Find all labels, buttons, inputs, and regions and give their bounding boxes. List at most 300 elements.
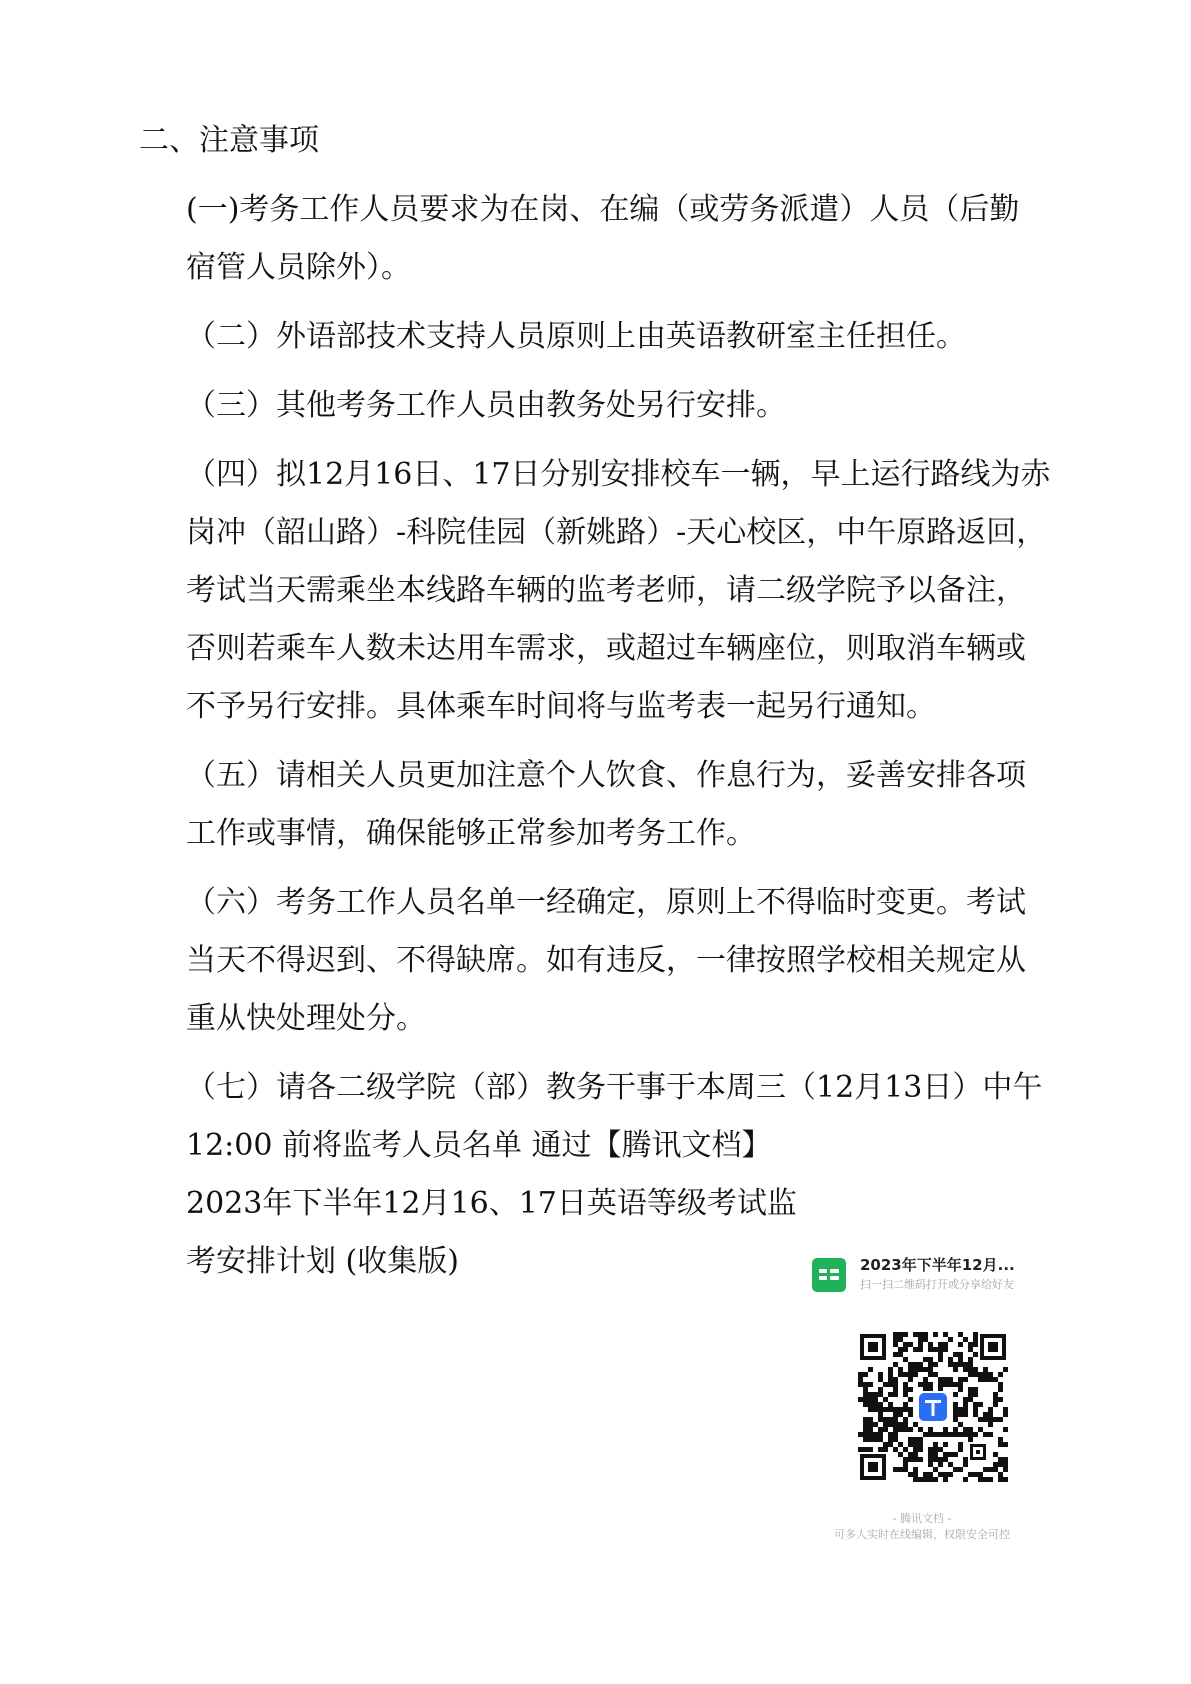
share-card-brand: - 腾讯文档 -: [892, 1512, 952, 1525]
qr-module: [918, 1437, 923, 1442]
qr-module: [868, 1407, 873, 1412]
qr-module: [968, 1397, 973, 1402]
qr-module: [928, 1447, 933, 1452]
qr-module: [873, 1392, 878, 1397]
qr-module: [973, 1407, 978, 1412]
qr-module: [913, 1332, 918, 1337]
qr-module: [928, 1457, 933, 1462]
qr-module: [998, 1462, 1003, 1467]
qr-module: [868, 1422, 873, 1427]
qr-module: [953, 1402, 958, 1407]
qr-module: [938, 1347, 943, 1352]
qr-module: [878, 1412, 883, 1417]
qr-module: [938, 1472, 943, 1477]
qr-module: [958, 1352, 963, 1357]
paragraph-line: 工作或事情，确保能够正常参加考务工作。: [186, 816, 756, 851]
qr-module: [943, 1377, 948, 1382]
paragraph-line: 重从快处理处分。: [186, 1001, 426, 1036]
qr-module: [918, 1342, 923, 1347]
qr-module: [868, 1367, 873, 1372]
qr-module: [993, 1462, 998, 1467]
qr-module: [968, 1472, 973, 1477]
qr-module: [963, 1432, 968, 1437]
qr-finder-top-right: [980, 1334, 1006, 1360]
qr-module: [958, 1387, 963, 1392]
qr-module: [913, 1437, 918, 1442]
qr-module: [863, 1372, 868, 1377]
qr-module: [983, 1417, 988, 1422]
paragraph-line: 考安排计划 (收集版): [186, 1244, 459, 1279]
qr-module: [863, 1422, 868, 1427]
qr-module: [958, 1467, 963, 1472]
qr-module: [888, 1377, 893, 1382]
qr-module: [958, 1342, 963, 1347]
qr-module: [898, 1412, 903, 1417]
qr-module: [993, 1467, 998, 1472]
qr-module: [878, 1377, 883, 1382]
qr-module: [923, 1357, 928, 1362]
qr-module: [978, 1377, 983, 1382]
qr-module: [953, 1412, 958, 1417]
qr-module: [953, 1362, 958, 1367]
qr-module: [903, 1402, 908, 1407]
qr-module: [913, 1452, 918, 1457]
qr-module: [963, 1362, 968, 1367]
qr-module: [908, 1472, 913, 1477]
qr-module: [893, 1422, 898, 1427]
qr-module: [893, 1467, 898, 1472]
qr-module: [898, 1337, 903, 1342]
qr-module: [908, 1387, 913, 1392]
qr-module: [903, 1392, 908, 1397]
qr-module: [883, 1417, 888, 1422]
qr-module: [908, 1442, 913, 1447]
qr-module: [933, 1467, 938, 1472]
qr-module: [863, 1437, 868, 1442]
qr-module: [913, 1457, 918, 1462]
qr-module: [988, 1407, 993, 1412]
qr-module: [878, 1417, 883, 1422]
qr-module: [968, 1367, 973, 1372]
qr-code[interactable]: [858, 1332, 1008, 1482]
qr-module: [913, 1447, 918, 1452]
qr-module: [888, 1442, 893, 1447]
qr-module: [963, 1477, 968, 1482]
qr-module: [918, 1477, 923, 1482]
qr-module: [973, 1402, 978, 1407]
qr-module: [893, 1342, 898, 1347]
qr-module: [923, 1377, 928, 1382]
qr-module: [933, 1477, 938, 1482]
qr-module: [893, 1337, 898, 1342]
qr-module: [918, 1367, 923, 1372]
qr-module: [893, 1432, 898, 1437]
qr-module: [878, 1407, 883, 1412]
tencent-docs-sheet-icon: [812, 1258, 846, 1292]
qr-module: [938, 1457, 943, 1462]
qr-module: [898, 1422, 903, 1427]
qr-module: [913, 1372, 918, 1377]
qr-module: [958, 1432, 963, 1437]
qr-module: [968, 1387, 973, 1392]
qr-module: [988, 1412, 993, 1417]
qr-module: [928, 1362, 933, 1367]
qr-module: [978, 1477, 983, 1482]
qr-module: [1003, 1442, 1008, 1447]
qr-module: [953, 1367, 958, 1372]
qr-module: [928, 1452, 933, 1457]
qr-module: [998, 1457, 1003, 1462]
qr-module: [883, 1422, 888, 1427]
qr-module: [928, 1382, 933, 1387]
qr-module: [928, 1372, 933, 1377]
qr-module: [1003, 1467, 1008, 1472]
qr-finder-top-left: [860, 1334, 886, 1360]
qr-module: [908, 1367, 913, 1372]
paragraph-line: 12:00 前将监考人员名单 通过【腾讯文档】: [186, 1128, 772, 1163]
qr-module: [978, 1417, 983, 1422]
qr-module: [943, 1472, 948, 1477]
qr-module: [928, 1357, 933, 1362]
qr-module: [958, 1362, 963, 1367]
qr-module: [923, 1472, 928, 1477]
qr-module: [883, 1382, 888, 1387]
qr-module: [968, 1392, 973, 1397]
qr-module: [968, 1357, 973, 1362]
qr-module: [953, 1382, 958, 1387]
qr-module: [968, 1342, 973, 1347]
paragraph-line: (一)考务工作人员要求为在岗、在编（或劳务派遣）人员（后勤: [186, 192, 1020, 227]
qr-module: [898, 1352, 903, 1357]
paragraph-line: （五）请相关人员更加注意个人饮食、作息行为，妥善安排各项: [186, 758, 1026, 793]
qr-module: [868, 1417, 873, 1422]
qr-module: [898, 1442, 903, 1447]
qr-module: [928, 1462, 933, 1467]
qr-module: [988, 1377, 993, 1382]
qr-module: [888, 1402, 893, 1407]
paragraph-line: （六）考务工作人员名单一经确定，原则上不得临时变更。考试: [186, 885, 1026, 920]
qr-module: [968, 1347, 973, 1352]
qr-alignment: [970, 1444, 986, 1460]
qr-module: [893, 1427, 898, 1432]
qr-module: [863, 1447, 868, 1452]
qr-module: [873, 1422, 878, 1427]
qr-module: [973, 1392, 978, 1397]
qr-module: [933, 1457, 938, 1462]
qr-module: [908, 1342, 913, 1347]
qr-module: [973, 1372, 978, 1377]
qr-module: [948, 1472, 953, 1477]
tencent-docs-share-card[interactable]: [812, 1252, 1032, 1542]
qr-module: [863, 1402, 868, 1407]
qr-module: [893, 1392, 898, 1397]
qr-module: [918, 1332, 923, 1337]
qr-module: [913, 1367, 918, 1372]
qr-module: [903, 1427, 908, 1432]
paragraph-line: （三）其他考务工作人员由教务处另行安排。: [186, 388, 786, 423]
qr-module: [873, 1437, 878, 1442]
qr-module: [933, 1347, 938, 1352]
qr-module: [958, 1407, 963, 1412]
qr-module: [943, 1347, 948, 1352]
qr-module: [998, 1382, 1003, 1387]
qr-module: [983, 1412, 988, 1417]
qr-module: [893, 1382, 898, 1387]
qr-module: [893, 1377, 898, 1382]
qr-module: [863, 1392, 868, 1397]
qr-module: [948, 1337, 953, 1342]
qr-module: [943, 1442, 948, 1447]
qr-module: [938, 1432, 943, 1437]
qr-module: [968, 1432, 973, 1437]
qr-module: [898, 1452, 903, 1457]
qr-module: [948, 1462, 953, 1467]
qr-module: [933, 1332, 938, 1337]
qr-module: [888, 1372, 893, 1377]
qr-module: [1003, 1367, 1008, 1372]
qr-module: [933, 1372, 938, 1377]
qr-module: [863, 1417, 868, 1422]
qr-module: [963, 1367, 968, 1372]
qr-module: [943, 1477, 948, 1482]
qr-module: [953, 1427, 958, 1432]
qr-module: [973, 1432, 978, 1437]
qr-module: [973, 1412, 978, 1417]
qr-module: [1003, 1427, 1008, 1432]
qr-module: [963, 1407, 968, 1412]
qr-module: [963, 1377, 968, 1382]
qr-module: [968, 1427, 973, 1432]
qr-module: [898, 1372, 903, 1377]
qr-module: [948, 1377, 953, 1382]
qr-module: [953, 1432, 958, 1437]
qr-module: [998, 1442, 1003, 1447]
qr-module: [903, 1347, 908, 1352]
qr-module: [868, 1437, 873, 1442]
qr-module: [893, 1417, 898, 1422]
qr-module: [1003, 1477, 1008, 1482]
qr-module: [963, 1427, 968, 1432]
qr-module: [903, 1417, 908, 1422]
qr-module: [898, 1332, 903, 1337]
qr-module: [888, 1407, 893, 1412]
qr-module: [893, 1412, 898, 1417]
qr-module: [973, 1472, 978, 1477]
qr-module: [893, 1352, 898, 1357]
qr-module: [958, 1332, 963, 1337]
qr-module: [973, 1387, 978, 1392]
qr-module: [908, 1452, 913, 1457]
qr-module: [978, 1402, 983, 1407]
qr-module: [903, 1387, 908, 1392]
qr-module: [888, 1437, 893, 1442]
qr-module: [943, 1427, 948, 1432]
qr-module: [938, 1342, 943, 1347]
qr-module: [918, 1347, 923, 1352]
qr-module: [1003, 1462, 1008, 1467]
qr-module: [913, 1422, 918, 1427]
share-card-title: 2023年下半年12月...: [860, 1256, 1015, 1274]
qr-module: [963, 1462, 968, 1467]
qr-module: [918, 1427, 923, 1432]
qr-module: [858, 1397, 863, 1402]
qr-module: [918, 1337, 923, 1342]
qr-module: [868, 1392, 873, 1397]
qr-module: [868, 1427, 873, 1432]
qr-module: [928, 1347, 933, 1352]
paragraph-line: 否则若乘车人数未达用车需求，或超过车辆座位，则取消车辆或: [186, 631, 1026, 666]
qr-module: [958, 1442, 963, 1447]
qr-module: [933, 1362, 938, 1367]
qr-module: [988, 1477, 993, 1482]
qr-module: [913, 1347, 918, 1352]
qr-module: [958, 1382, 963, 1387]
qr-module: [998, 1417, 1003, 1422]
qr-module: [988, 1372, 993, 1377]
qr-module: [963, 1412, 968, 1417]
qr-module: [893, 1332, 898, 1337]
qr-module: [988, 1422, 993, 1427]
qr-module: [893, 1437, 898, 1442]
qr-module: [928, 1367, 933, 1372]
qr-module: [993, 1402, 998, 1407]
qr-module: [918, 1447, 923, 1452]
qr-module: [978, 1427, 983, 1432]
qr-module: [948, 1452, 953, 1457]
qr-module: [983, 1377, 988, 1382]
qr-module: [963, 1337, 968, 1342]
qr-module: [948, 1362, 953, 1367]
qr-module: [988, 1467, 993, 1472]
qr-module: [1003, 1412, 1008, 1417]
qr-module: [953, 1407, 958, 1412]
qr-module: [983, 1477, 988, 1482]
share-card-subtitle: 扫一扫二维码打开或分享给好友: [860, 1278, 1014, 1291]
qr-module: [973, 1342, 978, 1347]
qr-module: [903, 1342, 908, 1347]
qr-module: [1003, 1457, 1008, 1462]
qr-module: [878, 1432, 883, 1437]
qr-module: [863, 1387, 868, 1392]
qr-module: [938, 1357, 943, 1362]
qr-module: [888, 1367, 893, 1372]
qr-module: [888, 1417, 893, 1422]
qr-module: [923, 1337, 928, 1342]
qr-module: [873, 1432, 878, 1437]
qr-module: [973, 1337, 978, 1342]
qr-module: [943, 1382, 948, 1387]
qr-module: [903, 1457, 908, 1462]
share-card-tagline: 可多人实时在线编辑，权限安全可控: [834, 1528, 1010, 1541]
qr-module: [858, 1447, 863, 1452]
qr-module: [898, 1427, 903, 1432]
qr-module: [913, 1477, 918, 1482]
qr-module: [953, 1417, 958, 1422]
qr-module: [908, 1437, 913, 1442]
paragraph-line: 不予另行安排。具体乘车时间将与监考表一起另行通知。: [186, 689, 936, 724]
qr-module: [983, 1467, 988, 1472]
qr-module: [898, 1347, 903, 1352]
qr-module: [953, 1452, 958, 1457]
qr-module: [893, 1407, 898, 1412]
qr-module: [898, 1367, 903, 1372]
qr-module: [948, 1432, 953, 1437]
qr-module: [908, 1457, 913, 1462]
qr-module: [888, 1422, 893, 1427]
qr-module: [968, 1372, 973, 1377]
qr-module: [883, 1442, 888, 1447]
qr-module: [943, 1457, 948, 1462]
qr-module: [883, 1407, 888, 1412]
qr-module: [928, 1477, 933, 1482]
qr-module: [918, 1382, 923, 1387]
paragraph-line: 考试当天需乘坐本线路车辆的监考老师，请二级学院予以备注，: [186, 573, 1026, 608]
qr-module: [998, 1372, 1003, 1377]
qr-module: [883, 1427, 888, 1432]
qr-module: [988, 1417, 993, 1422]
qr-module: [868, 1447, 873, 1452]
qr-module: [903, 1462, 908, 1467]
qr-module: [903, 1422, 908, 1427]
qr-module: [923, 1477, 928, 1482]
qr-module: [878, 1392, 883, 1397]
qr-module: [998, 1397, 1003, 1402]
qr-module: [918, 1442, 923, 1447]
qr-module: [863, 1427, 868, 1432]
qr-module: [933, 1432, 938, 1437]
qr-module: [963, 1457, 968, 1462]
paragraph-line: （四）拟12月16日、17日分别安排校车一辆，早上运行路线为赤: [186, 457, 1051, 492]
qr-module: [978, 1472, 983, 1477]
qr-module: [888, 1392, 893, 1397]
paragraph-line: （七）请各二级学院（部）教务干事于本周三（12月13日）中午: [186, 1070, 1043, 1105]
qr-module: [943, 1332, 948, 1337]
qr-module: [893, 1362, 898, 1367]
qr-module: [928, 1342, 933, 1347]
qr-module: [958, 1447, 963, 1452]
qr-module: [888, 1432, 893, 1437]
qr-module: [878, 1372, 883, 1377]
qr-module: [878, 1402, 883, 1407]
qr-module: [993, 1417, 998, 1422]
qr-module: [938, 1447, 943, 1452]
qr-module: [903, 1372, 908, 1377]
qr-module: [908, 1397, 913, 1402]
qr-module: [933, 1442, 938, 1447]
qr-module: [983, 1432, 988, 1437]
qr-module: [973, 1332, 978, 1337]
qr-module: [878, 1447, 883, 1452]
qr-module: [998, 1477, 1003, 1482]
paragraph-line: 岗冲（韶山路）-科院佳园（新姚路）-天心校区，中午原路返回，: [186, 515, 1047, 550]
qr-module: [858, 1372, 863, 1377]
paragraph-line: （二）外语部技术支持人员原则上由英语教研室主任担任。: [186, 319, 966, 354]
qr-module: [868, 1432, 873, 1437]
qr-module: [993, 1452, 998, 1457]
qr-module: [933, 1447, 938, 1452]
qr-module: [858, 1382, 863, 1387]
qr-module: [928, 1432, 933, 1437]
qr-module: [923, 1432, 928, 1437]
qr-module: [868, 1382, 873, 1387]
qr-module: [963, 1402, 968, 1407]
qr-module: [878, 1437, 883, 1442]
qr-module: [948, 1357, 953, 1362]
qr-module: [928, 1427, 933, 1432]
qr-module: [938, 1462, 943, 1467]
qr-module: [913, 1362, 918, 1367]
qr-module: [873, 1402, 878, 1407]
